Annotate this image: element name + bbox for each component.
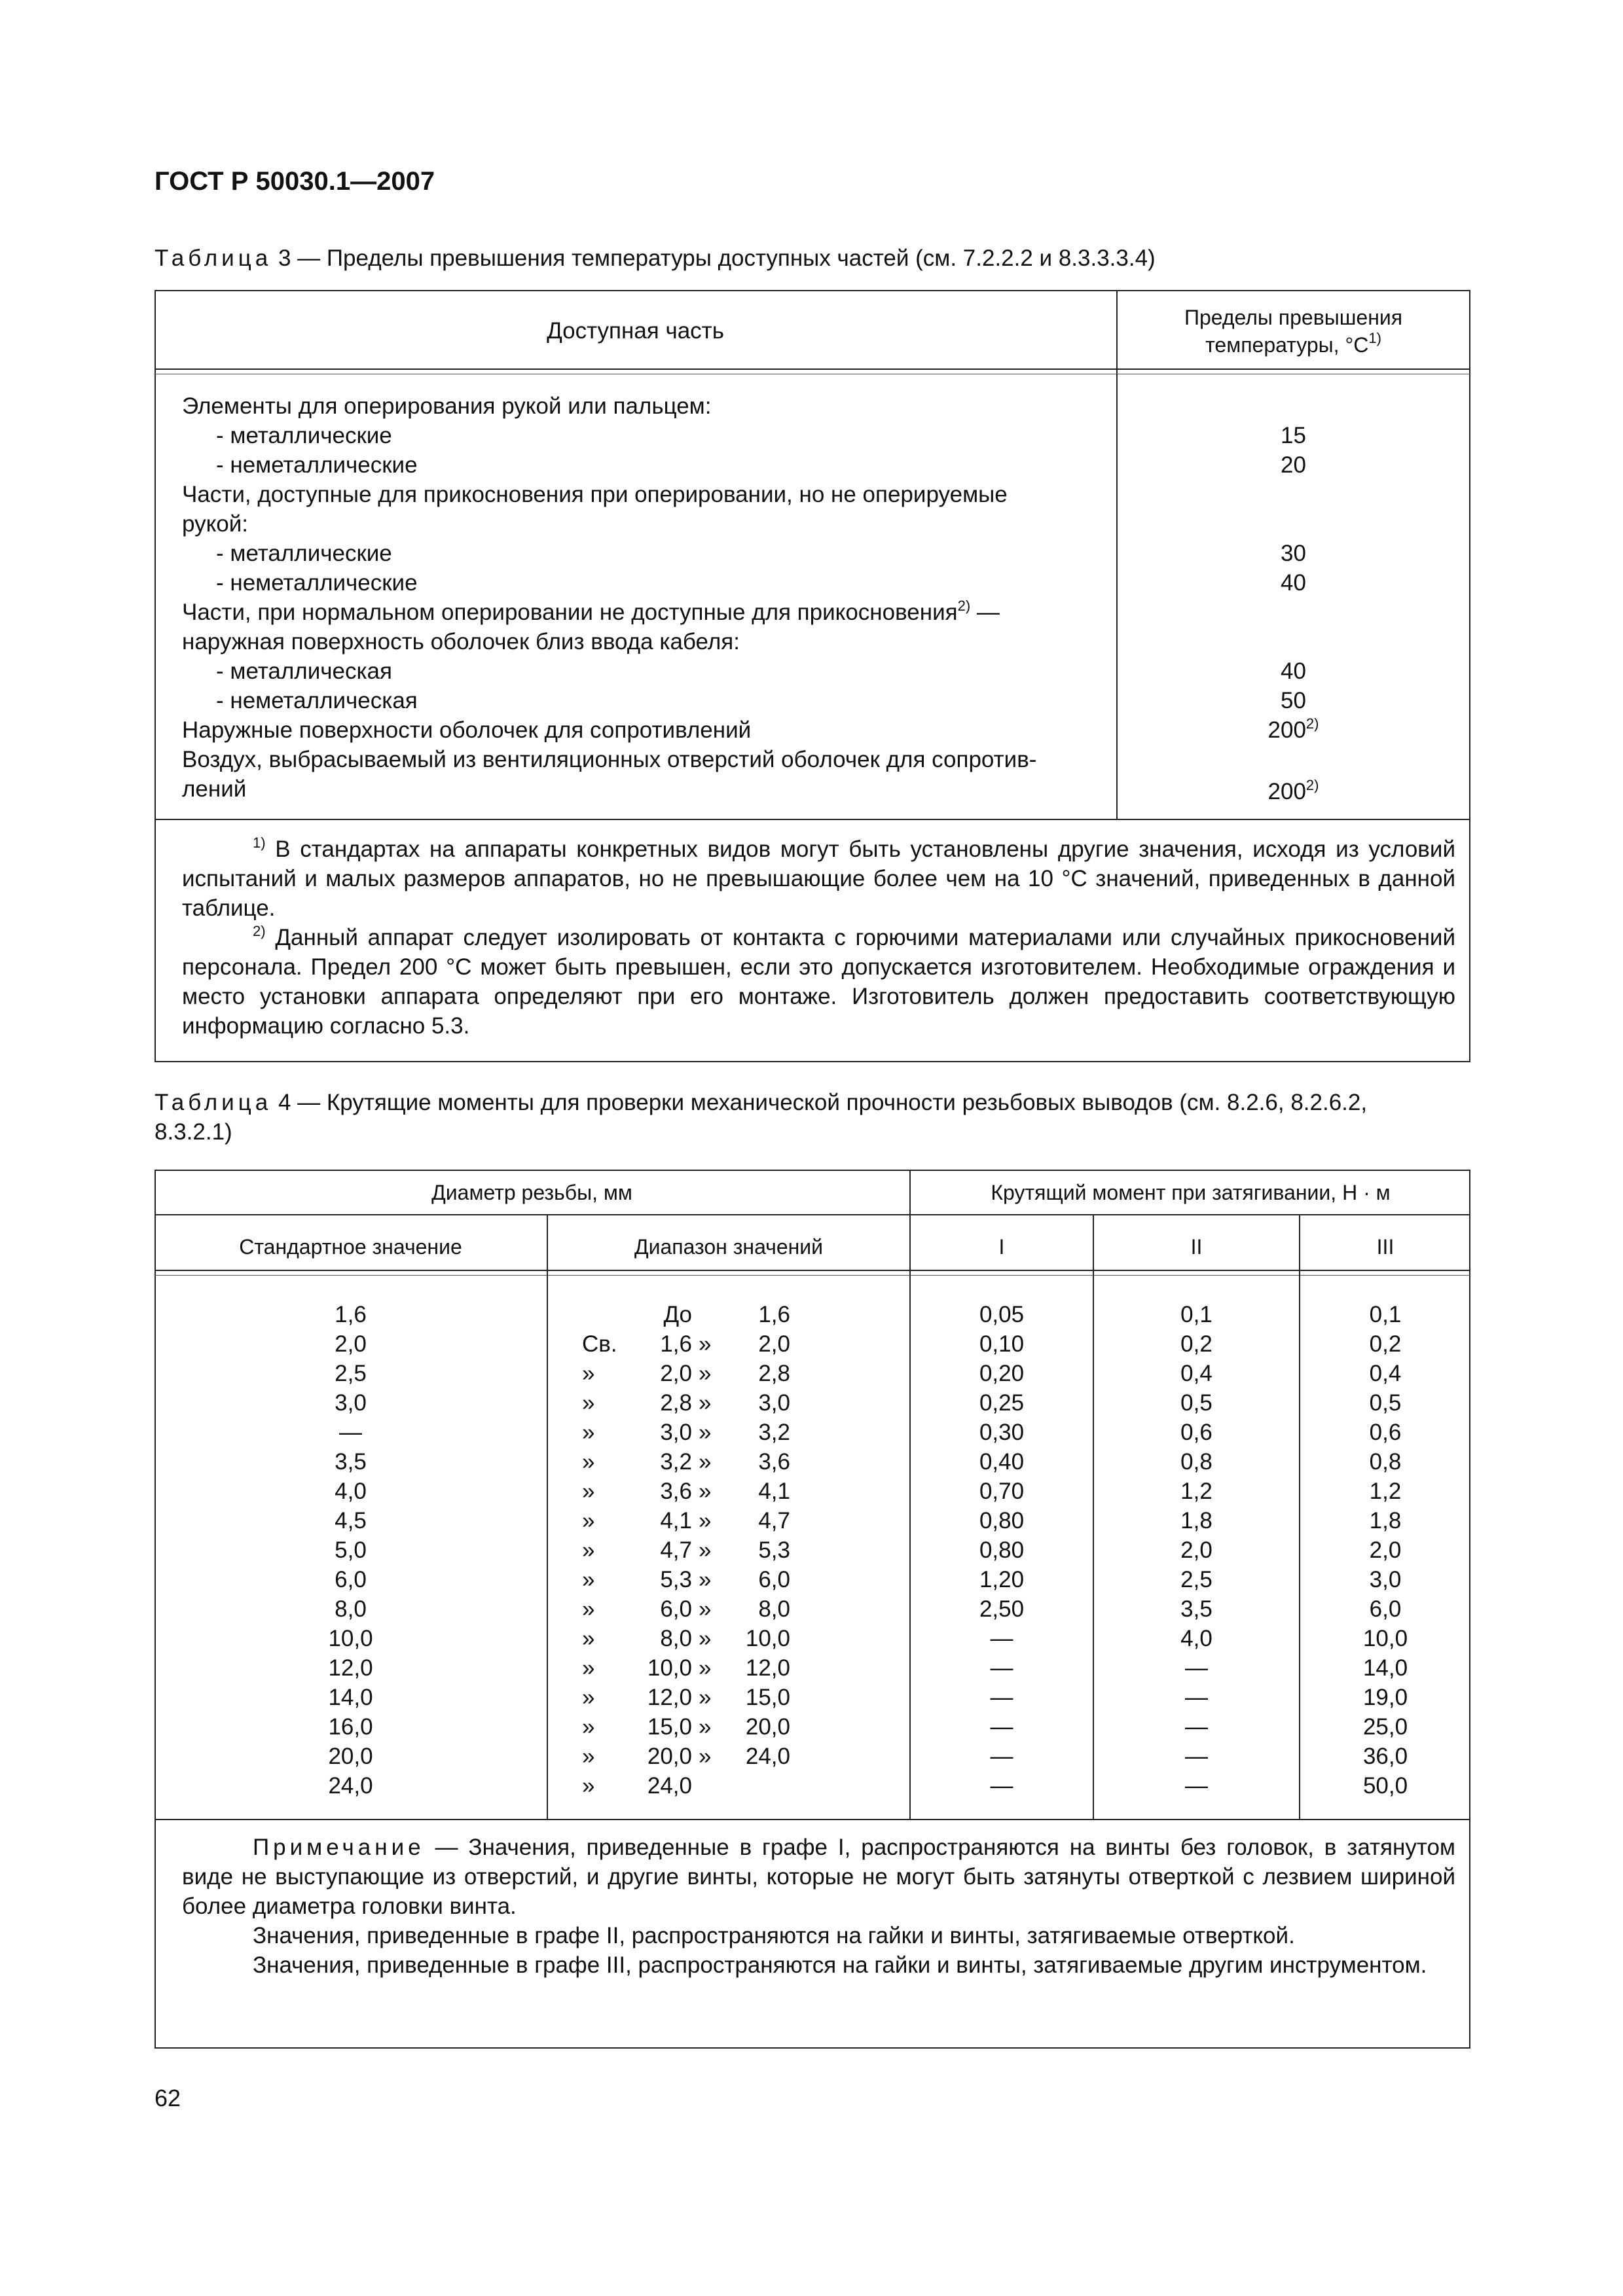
- table4-cell: 5,0: [335, 1537, 367, 1563]
- table3-row-text: - неметаллические: [216, 570, 418, 596]
- table4-cell: 19,0: [1362, 1685, 1408, 1710]
- table4-range-cell: »: [582, 1714, 595, 1740]
- table4-range-row: [548, 1447, 909, 1477]
- table4-cell: 0,1: [1369, 1302, 1402, 1327]
- table4-range-cell: 3,6: [758, 1449, 790, 1475]
- table4-range-cell: 10,0: [745, 1626, 790, 1651]
- table3-row-value: 200$^{2)}$: [1267, 715, 1319, 743]
- table4-range-row: [548, 1329, 909, 1359]
- table4-range-cell: »: [582, 1685, 595, 1710]
- table4-range-cell: 12,0: [647, 1685, 692, 1710]
- table4-cell: 3,5: [335, 1449, 367, 1475]
- table3-caption-prefix: Таблица: [155, 245, 272, 271]
- table4-cell: 0,6: [1369, 1420, 1402, 1445]
- table4-cell: 0,8: [1369, 1449, 1402, 1475]
- table4-standard-column: [155, 1300, 547, 1801]
- table4-cell: —: [990, 1773, 1013, 1799]
- table4-range-cell: 3,0: [660, 1420, 692, 1445]
- table4-cell: 0,1: [1180, 1302, 1213, 1327]
- table4-subheader-III: III: [1376, 1235, 1395, 1259]
- table4-cell: 0,20: [979, 1361, 1025, 1386]
- table4-range-cell: 2,0: [758, 1331, 790, 1357]
- table3-header-rule: [155, 368, 1470, 370]
- table4-caption: [155, 1088, 1470, 1147]
- table4-cell: —: [1185, 1744, 1208, 1769]
- table4-range-cell: »: [699, 1714, 712, 1740]
- table4-cell: 14,0: [328, 1685, 373, 1710]
- table4-cell: 0,6: [1180, 1420, 1213, 1445]
- table3-row-text: - неметаллические: [216, 452, 418, 478]
- table3-row-value: [1118, 598, 1469, 627]
- table4-cell: 0,05: [979, 1302, 1025, 1327]
- table4-range-cell: »: [699, 1567, 712, 1592]
- table4-cell: 2,0: [1369, 1537, 1402, 1563]
- table4-cell: 16,0: [328, 1714, 373, 1740]
- table4-group1-header: Диаметр резьбы, мм: [431, 1181, 632, 1204]
- table3-row-text: лений: [182, 776, 247, 802]
- table4-range-row: [548, 1624, 909, 1653]
- table3-row-value: [1118, 480, 1469, 509]
- table4-cell: 2,50: [979, 1596, 1025, 1622]
- table3-row-value: 20: [1281, 452, 1306, 478]
- table4-range-cell: »: [699, 1744, 712, 1769]
- table4-note-2: Значения, приведенные в графе II, распространяются на гайки и винты, затягиваемые отверткой.: [253, 1923, 1295, 1948]
- table4-cell: 0,80: [979, 1537, 1025, 1563]
- table4-range-cell: 8,0: [758, 1596, 790, 1622]
- table4-subheader-range: Диапазон значений: [634, 1235, 824, 1259]
- table4-range-row: [548, 1418, 909, 1447]
- table4-range-row: [548, 1683, 909, 1712]
- table4-cell: 10,0: [1362, 1626, 1408, 1651]
- table4-range-cell: 20,0: [745, 1714, 790, 1740]
- table4-cell: 2,5: [1180, 1567, 1213, 1592]
- table4-cell: 50,0: [1362, 1773, 1408, 1799]
- table4-cell: 0,80: [979, 1508, 1025, 1534]
- table4-range-cell: 10,0: [647, 1655, 692, 1681]
- table4-range-cell: 24,0: [647, 1773, 692, 1799]
- table4-range-cell: »: [699, 1685, 712, 1710]
- table3-row-text: - металлические: [216, 541, 392, 566]
- table3-caption-text: 3 — Пределы превышения температуры доступных частей (см. 7.2.2.2 и 8.3.3.3.4): [272, 245, 1156, 271]
- table4-range-cell: 3,0: [758, 1390, 790, 1416]
- table4-cell: 4,0: [1180, 1626, 1213, 1651]
- table4-range-cell: »: [582, 1655, 595, 1681]
- table4-range-cell: »: [582, 1449, 595, 1475]
- table4-range-row: [548, 1653, 909, 1683]
- table4-cell: —: [990, 1714, 1013, 1740]
- table4-col-II: [1094, 1300, 1299, 1801]
- table4-cell: —: [1185, 1685, 1208, 1710]
- table3-row-value: 15: [1281, 423, 1306, 448]
- table3-footnote-2: $^{2)}$ Данный аппарат следует изолировать от контакта с горючими материалами или случайных прикосновений персонала. Предел 200 °С может быть превышен, если это допускается изготовителем. Необходимые ограждения и место установки аппарата определяют при его монтаже. Изготовитель должен предоставить соответствующую информацию согласно 5.3.: [182, 923, 1455, 1039]
- table4-range-cell: »: [699, 1596, 712, 1622]
- table3-footnote-rule: [155, 819, 1470, 820]
- table3-value-column: [1118, 391, 1469, 806]
- table4-range-cell: 3,2: [758, 1420, 790, 1445]
- table3-row-text: Части, при нормальном оперировании не доступные для прикосновения$^{2)}$ —: [182, 598, 1000, 625]
- table4-range-cell: »: [699, 1420, 712, 1445]
- table3-row-text: - металлические: [216, 423, 392, 448]
- table4-note-3: Значения, приведенные в графе III, распространяются на гайки и винты, затягиваемые другим инструментом.: [253, 1952, 1427, 1978]
- table4-range-cell: 24,0: [745, 1744, 790, 1769]
- table3-row-value: 40: [1281, 570, 1306, 596]
- table4-range-row: [548, 1535, 909, 1565]
- table4-header-rule-1: [155, 1214, 1470, 1215]
- table4-range-cell: »: [582, 1567, 595, 1592]
- table4-range-row: [548, 1712, 909, 1742]
- table4-cell: 1,6: [335, 1302, 367, 1327]
- table4-range-cell: 6,0: [660, 1596, 692, 1622]
- table4-cell: 2,0: [1180, 1537, 1213, 1563]
- table4-range-cell: 2,8: [758, 1361, 790, 1386]
- table4-group2-header: Крутящий момент при затягивании, Н · м: [991, 1181, 1391, 1204]
- table4-range-cell: 4,7: [758, 1508, 790, 1534]
- page-number: 62: [155, 2085, 181, 2111]
- table4-cell: 3,0: [1369, 1567, 1402, 1592]
- table4-range-cell: 2,0: [660, 1361, 692, 1386]
- table4-cell: —: [990, 1655, 1013, 1681]
- table4-range-cell: 3,6: [660, 1479, 692, 1504]
- table4-cell: 0,5: [1180, 1390, 1213, 1416]
- table4-cell: 0,30: [979, 1420, 1025, 1445]
- table4-cell: 1,2: [1180, 1479, 1213, 1504]
- table4-range-row: [548, 1388, 909, 1418]
- table4-cell: —: [1185, 1655, 1208, 1681]
- table4-cell: 8,0: [335, 1596, 367, 1622]
- table3-col1-header: Доступная часть: [547, 318, 724, 344]
- table3-row-value: 30: [1281, 541, 1306, 566]
- table4-range-cell: »: [582, 1361, 595, 1386]
- table4-range-cell: »: [699, 1390, 712, 1416]
- table4-range-cell: »: [699, 1655, 712, 1681]
- table3-row-text: Части, доступные для прикосновения при оперировании, но не оперируемые: [182, 482, 1008, 507]
- table4-cell: 6,0: [335, 1567, 367, 1592]
- table4-cell: —: [990, 1685, 1013, 1710]
- table4-range-cell: 4,1: [758, 1479, 790, 1504]
- table4-cell: 0,10: [979, 1331, 1025, 1357]
- table4-range-cell: »: [699, 1449, 712, 1475]
- table4-cell: 24,0: [328, 1773, 373, 1799]
- table4-cell: 3,0: [335, 1390, 367, 1416]
- table4-header-rule-3: [155, 1275, 1470, 1276]
- table4-col-I: [911, 1300, 1093, 1801]
- table4-cell: —: [990, 1626, 1013, 1651]
- table4-cell: —: [1185, 1714, 1208, 1740]
- table4-range-cell: 12,0: [745, 1655, 790, 1681]
- table3-row-value: [1118, 745, 1469, 774]
- table4-range-cell: »: [699, 1331, 712, 1357]
- table3-row-text: - неметаллическая: [216, 688, 418, 713]
- table4-range-cell: 2,8: [660, 1390, 692, 1416]
- table4-range-cell: 1,6: [758, 1302, 790, 1327]
- table4-cell: 14,0: [1362, 1655, 1408, 1681]
- table4-range-cell: »: [582, 1390, 595, 1416]
- table4-range-cell: »: [582, 1773, 595, 1799]
- table4-range-cell: »: [582, 1420, 595, 1445]
- table4-note-1: Примечание — Значения, приведенные в графе I, распространяются на винты без головок, в затянутом виде не выступающие из отверстий, и другие винты, которые не могут быть затянуты отверткой с лезвием шириной более диаметра головки винта.: [182, 1835, 1455, 1919]
- table4-cell: 0,25: [979, 1390, 1025, 1416]
- table4-cell: 0,5: [1369, 1390, 1402, 1416]
- table4-range-cell: Св.: [582, 1331, 617, 1357]
- table4-cell: 0,2: [1180, 1331, 1213, 1357]
- table4-caption-text: 4 — Крутящие моменты для проверки механической прочности резьбовых выводов (см. 8.2.6, 8.2.6.2,: [272, 1090, 1368, 1115]
- table4-cell: 1,8: [1180, 1508, 1213, 1534]
- table4-range-cell: »: [699, 1626, 712, 1651]
- table4-cell: 0,4: [1180, 1361, 1213, 1386]
- table3-col2-header-line2: температуры, $^\circ С^{1)}$: [1205, 330, 1381, 357]
- table4-range-row: [548, 1742, 909, 1771]
- table4-range-cell: »: [699, 1508, 712, 1534]
- table4-range-cell: »: [699, 1479, 712, 1504]
- table4-cell: 0,70: [979, 1479, 1025, 1504]
- table4-header-rule-2: [155, 1270, 1470, 1271]
- table3-row-value: [1118, 509, 1469, 539]
- table3-row-text: наружная поверхность оболочек близ ввода кабеля:: [182, 629, 740, 655]
- table4-cell: 36,0: [1362, 1744, 1408, 1769]
- table4-range-cell: 4,7: [660, 1537, 692, 1563]
- table4-cell: 1,8: [1369, 1508, 1402, 1534]
- table4-range-cell: »: [699, 1361, 712, 1386]
- table3-row-text: Воздух, выбрасываемый из вентиляционных отверстий оболочек для сопротив-: [182, 747, 1037, 772]
- table4-cell: 25,0: [1362, 1714, 1408, 1740]
- table3-row-text: Наружные поверхности оболочек для сопротивлений: [182, 717, 752, 743]
- table4-subheader-I: I: [998, 1235, 1005, 1259]
- table4-range-cell: 3,2: [660, 1449, 692, 1475]
- table4-range-row: [548, 1506, 909, 1535]
- table4-range-cell: »: [582, 1479, 595, 1504]
- table3-row-value: [1118, 627, 1469, 656]
- table4-range-row: [548, 1477, 909, 1506]
- table4-cell: 2,5: [335, 1361, 367, 1386]
- table4-range-cell: 6,0: [758, 1567, 790, 1592]
- table4-range-row: [548, 1565, 909, 1594]
- table4-cell: 0,4: [1369, 1361, 1402, 1386]
- table4-range-cell: До: [663, 1302, 692, 1327]
- table4-range-cell: 4,1: [660, 1508, 692, 1534]
- table4-range-cell: »: [699, 1537, 712, 1563]
- table3-row-value: 200$^{2)}$: [1267, 777, 1319, 804]
- table4-cell: 20,0: [328, 1744, 373, 1769]
- table4-range-cell: 20,0: [647, 1744, 692, 1769]
- table4-cell: 2,0: [335, 1331, 367, 1357]
- table4-cell: 0,40: [979, 1449, 1025, 1475]
- table4-range-cell: 8,0: [660, 1626, 692, 1651]
- table4-cell: 1,20: [979, 1567, 1025, 1592]
- table4-note-rule: [155, 1819, 1470, 1820]
- table4-range-row: [548, 1771, 909, 1801]
- table4-range-cell: 5,3: [660, 1567, 692, 1592]
- table4-cell: 12,0: [328, 1655, 373, 1681]
- table4-subheader-standard: Стандартное значение: [239, 1235, 462, 1259]
- table4-range-row: [548, 1300, 909, 1329]
- table3-row-value: 40: [1281, 658, 1306, 684]
- table4-subheader-II: II: [1190, 1235, 1203, 1259]
- table4-range-column: [548, 1300, 909, 1801]
- table4-range-cell: »: [582, 1537, 595, 1563]
- table4-range-cell: »: [582, 1744, 595, 1769]
- table4-cell: 1,2: [1369, 1479, 1402, 1504]
- table3-col2-header-line1: Пределы превышения: [1184, 306, 1403, 329]
- table4-range-cell: 15,0: [745, 1685, 790, 1710]
- table4-caption-prefix: Таблица: [155, 1090, 272, 1115]
- table4-col-III: [1300, 1300, 1470, 1801]
- table4-caption-line2: 8.3.2.1): [155, 1119, 232, 1145]
- table4-cell: 4,5: [335, 1508, 367, 1534]
- table3-footnote-1: $^{1)}$ В стандартах на аппараты конкретных видов могут быть установлены другие значения, исходя из условий испытаний и малых размеров аппаратов, но не превышающие более чем на 10 °С значений, приведенных в данной таблице.: [182, 834, 1455, 921]
- table4-cell: 6,0: [1369, 1596, 1402, 1622]
- table3-row-text: рукой:: [182, 511, 249, 537]
- table4-cell: 3,5: [1180, 1596, 1213, 1622]
- table4-cell: —: [339, 1420, 362, 1445]
- table3-row-value: 50: [1281, 688, 1306, 713]
- table4-cell: —: [1185, 1773, 1208, 1799]
- document-code: ГОСТ Р 50030.1—2007: [155, 167, 435, 196]
- table3-row-text: Элементы для оперирования рукой или пальцем:: [182, 393, 712, 419]
- table3-caption: [155, 243, 1156, 273]
- table3-text-column: [182, 391, 1105, 804]
- table3-row-text: - металлическая: [216, 658, 392, 684]
- table4-range-cell: »: [582, 1508, 595, 1534]
- table4-cell: 0,2: [1369, 1331, 1402, 1357]
- table4-cell: —: [990, 1744, 1013, 1769]
- table4-range-cell: »: [582, 1626, 595, 1651]
- table4-range-row: [548, 1594, 909, 1624]
- table4-cell: 0,8: [1180, 1449, 1213, 1475]
- table4-cell: 10,0: [328, 1626, 373, 1651]
- table4-range-cell: 15,0: [647, 1714, 692, 1740]
- table4-range-cell: »: [582, 1596, 595, 1622]
- table4-range-row: [548, 1359, 909, 1388]
- table4-range-cell: 1,6: [660, 1331, 692, 1357]
- table4-cell: 4,0: [335, 1479, 367, 1504]
- table4-range-cell: 5,3: [758, 1537, 790, 1563]
- table3-row-value: [1118, 391, 1469, 421]
